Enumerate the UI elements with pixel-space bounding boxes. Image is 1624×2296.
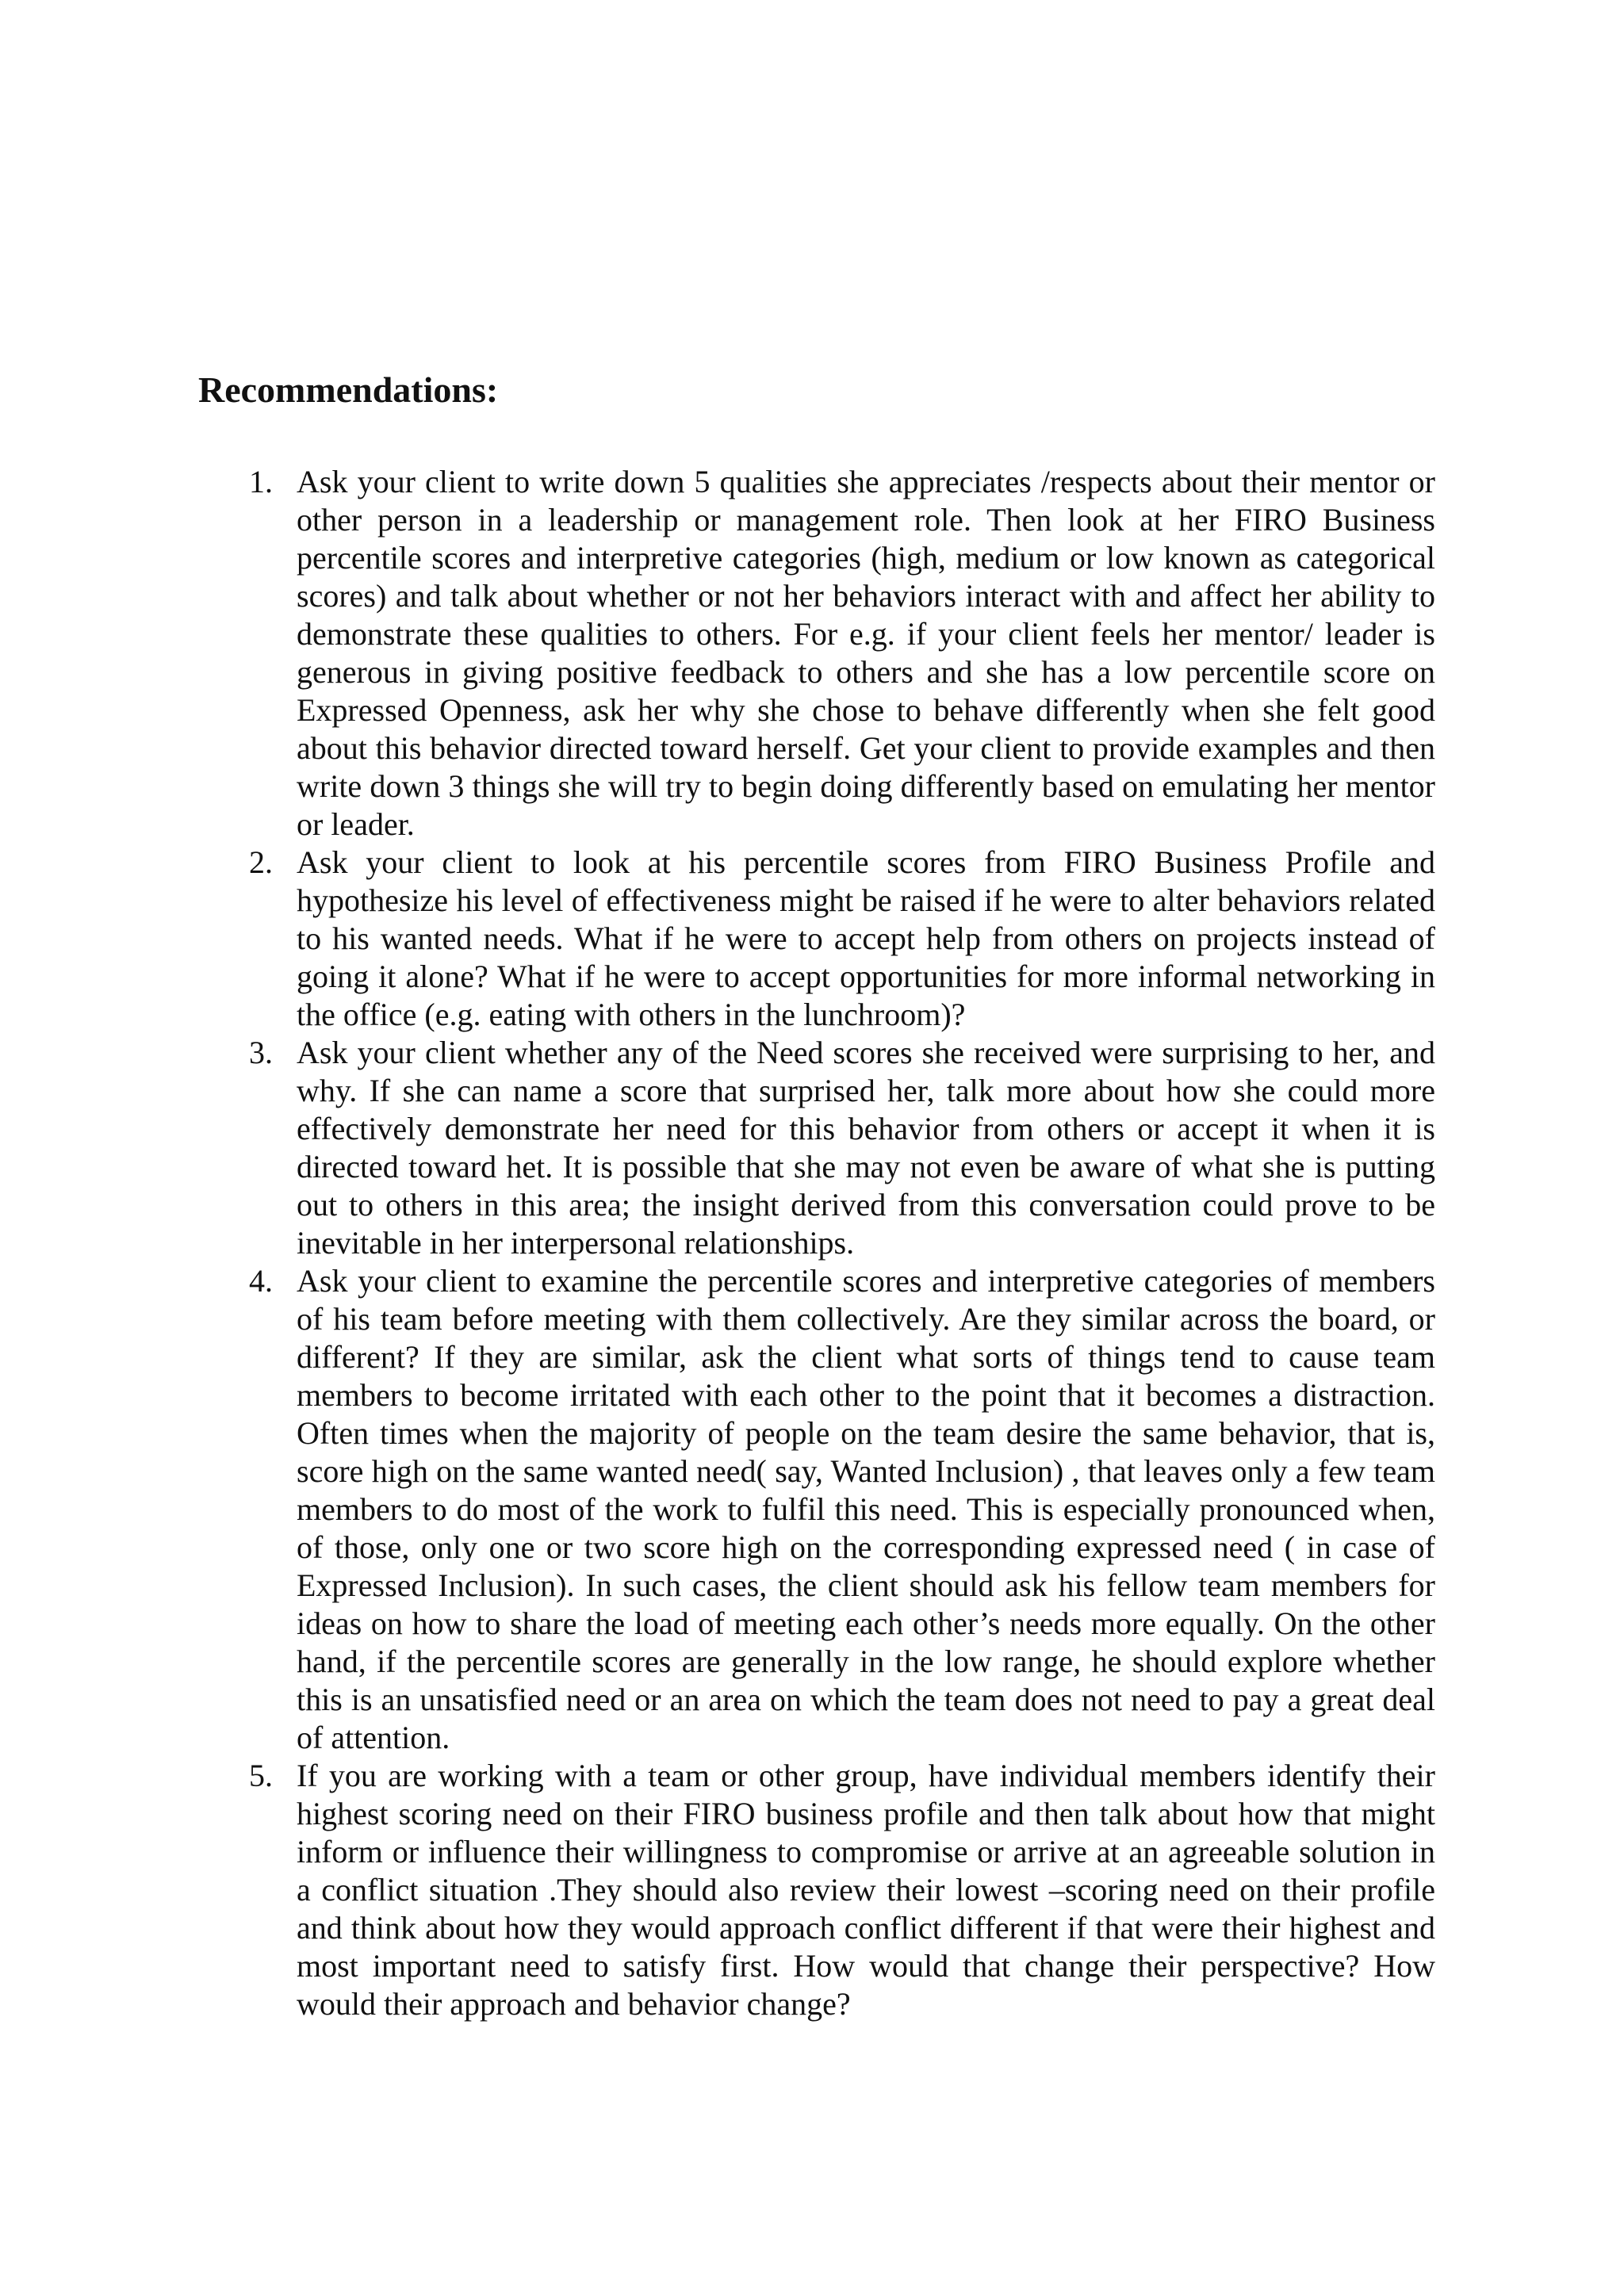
item-number: 5. [249, 1758, 273, 1793]
item-number: 3. [249, 1035, 273, 1070]
page-heading: Recommendations: [198, 369, 499, 410]
item-text: If you are working with a team or other group, have individual members identify their highest scoring need on their FIRO business profile and then talk about how that might inform or influence their willingness to compromise or arrive at an agreeable solution in a conflict situation .They should also review their lowest –scoring need on their profile and think about how they would approach conflict different if that were their highest and most important need to satisfy first. How would that change their perspective? How would their approach and behavior change? [297, 1758, 1435, 2022]
item-text: Ask your client whether any of the Need scores she received were surprising to her, and why. If she can name a score that surprised her, talk more about how she could more effectively demonstrate her need for this behavior from others or accept it when it is directed toward het. It is possible that she may not even be aware of what she is putting out to others in this area; the insight derived from this conversation could prove to be inevitable in her interpersonal relationships. [297, 1035, 1435, 1261]
list-item [198, 1757, 1435, 2023]
item-number: 4. [249, 1263, 273, 1299]
recommendations-list [198, 463, 1435, 2023]
list-item [198, 463, 1435, 844]
list-item [198, 1034, 1435, 1262]
item-text: Ask your client to examine the percentile scores and interpretive categories of members of his team before meeting with them collectively. Are they similar across the board, or different? If they are similar, ask the client what sorts of things tend to cause team members to become irritated with each other to the point that it becomes a distraction. Often times when the majority of people on the team desire the same behavior, that is, score high on the same wanted need( say, Wanted Inclusion) , that leaves only a few team members to do most of the work to fulfil this need. This is especially pronounced when, of those, only one or two score high on the corresponding expressed need ( in case of Expressed Inclusion). In such cases, the client should ask his fellow team members for ideas on how to share the load of meeting each other’s needs more equally. On the other hand, if the percentile scores are generally in the low range, he should explore whether this is an unsatisfied need or an area on which the team does not need to pay a great deal of attention. [297, 1263, 1435, 1755]
list-item [198, 1262, 1435, 1757]
list-item [198, 844, 1435, 1034]
item-text: Ask your client to write down 5 qualities she appreciates /respects about their mentor or other person in a leadership or management role. Then look at her FIRO Business percentile scores and interpretive categories (high, medium or low known as categorical scores) and talk about whether or not her behaviors interact with and affect her ability to demonstrate these qualities to others. For e.g. if your client feels her mentor/ leader is generous in giving positive feedback to others and she has a low percentile score on Expressed Openness, ask her why she chose to behave differently when she felt good about this behavior directed toward herself. Get your client to provide examples and then write down 3 things she will try to begin doing differently based on emulating her mentor or leader. [297, 464, 1435, 842]
item-text: Ask your client to look at his percentile scores from FIRO Business Profile and hypothesize his level of effectiveness might be raised if he were to alter behaviors related to his wanted needs. What if he were to accept help from others on projects instead of going it alone? What if he were to accept opportunities for more informal networking in the office (e.g. eating with others in the lunchroom)? [297, 844, 1435, 1032]
item-number: 2. [249, 844, 273, 880]
item-number: 1. [249, 464, 273, 499]
